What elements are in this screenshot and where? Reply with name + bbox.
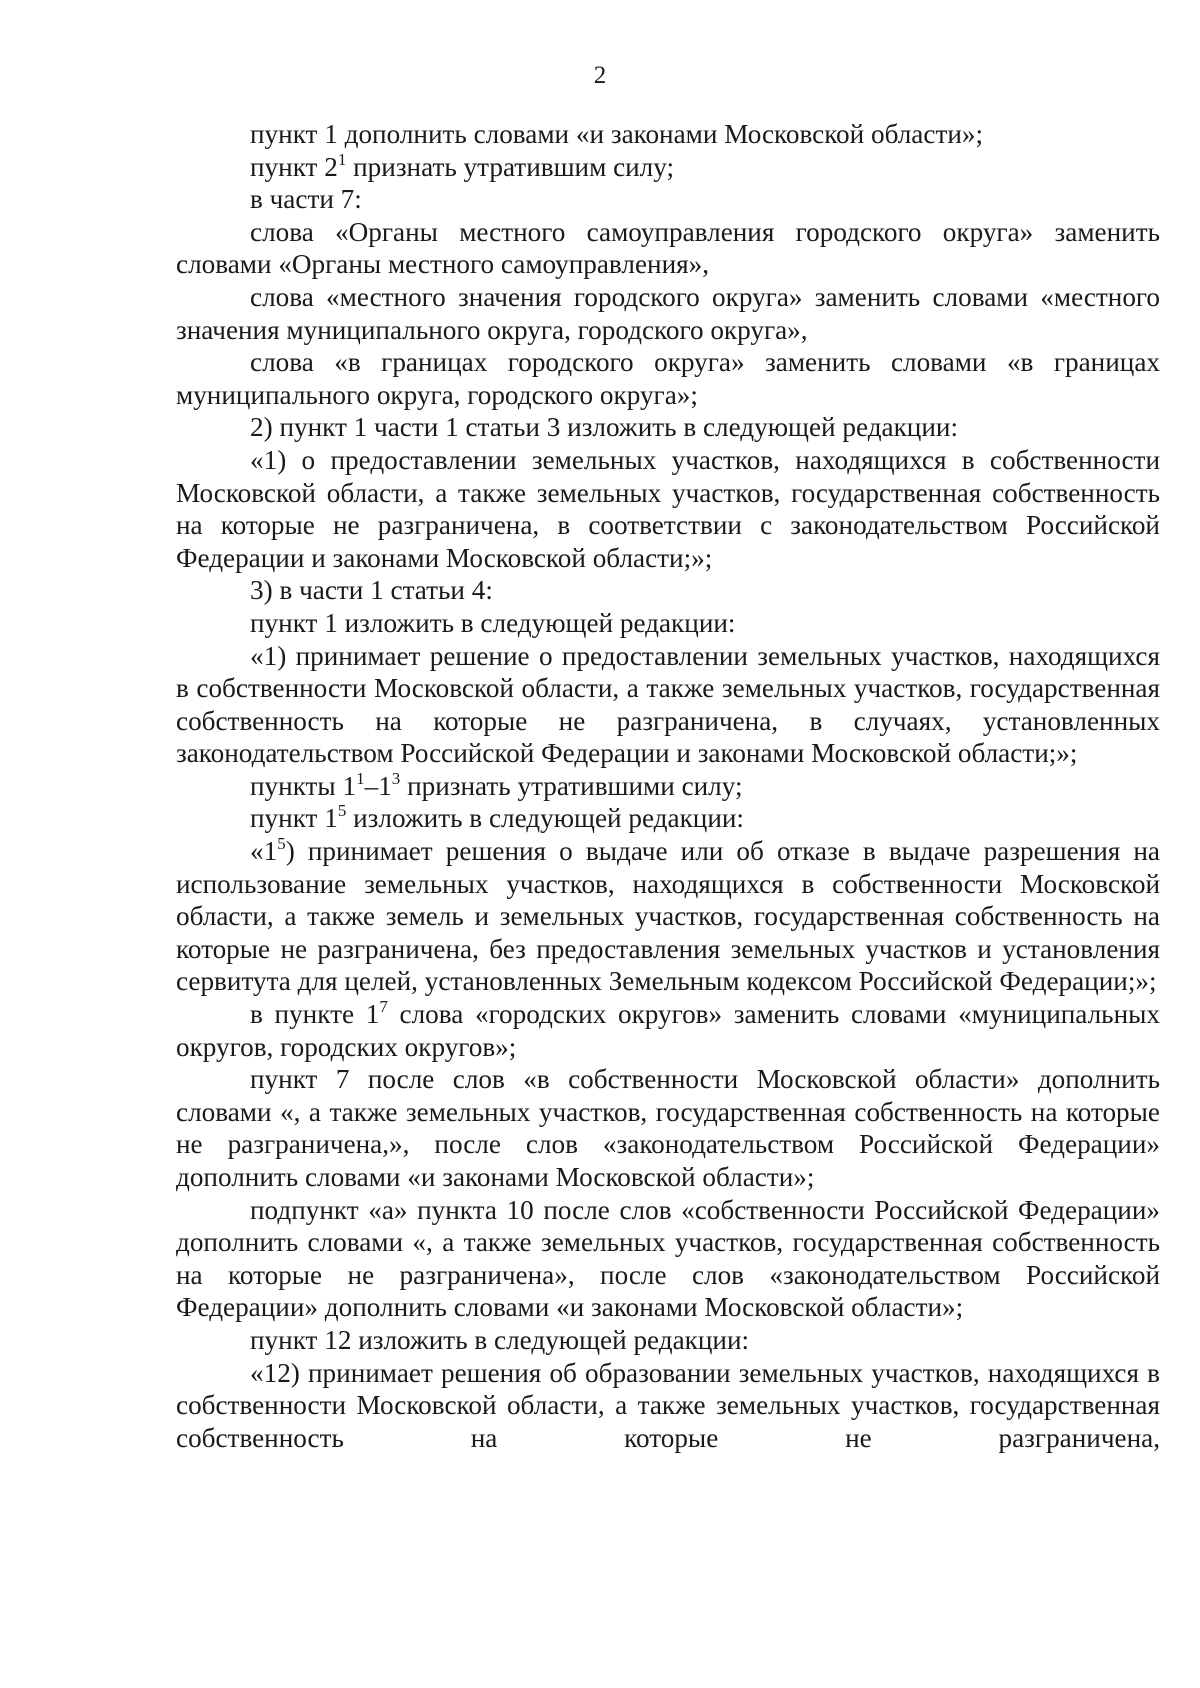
paragraph [176,770,1160,803]
paragraph-text: пункт 7 после слов «в собственности Московской области» дополнить словами «, а также земельных участков, государственная собственность на которые не разграничена,», после слов «законодательством Российской Федерации» дополнить словами «и законами Московской области»; [176,1064,1160,1192]
paragraph-text: «1) о предоставлении земельных участков, находящихся в собственности Московской области, а также земельных участков, государственная собственность на которые не разграничена, в соответствии с законодательством Российской Федерации и законами Московской области;»; [176,444,1160,573]
paragraph [176,835,1160,998]
paragraph-text: пункт 1 изложить в следующей редакции: [250,607,736,638]
superscript: 7 [379,997,388,1017]
paragraph [176,574,1160,607]
paragraph [176,411,1160,444]
paragraph-text: признать утратившим силу; [346,151,675,182]
paragraph-text: –1 [364,770,392,801]
paragraph-text: пункт 12 изложить в следующей редакции: [250,1324,750,1355]
page-number: 2 [593,62,607,89]
paragraph [176,607,1160,640]
paragraph-text: слова «Органы местного самоуправления городского округа» заменить словами «Органы местного самоуправления», [176,216,1160,280]
paragraph-text: в части 7: [250,184,362,215]
paragraph [176,444,1160,574]
superscript: 5 [337,801,347,821]
superscript: 1 [356,768,365,788]
paragraph-text: «1) принимает решение о предоставлении земельных участков, находящихся в собственности Московской области, а также земельных участков, государственная собственность на которые не разграничена, в случаях, установленных законодательством Российской Федерации и законами Московской области;»; [176,640,1160,769]
paragraph-text: подпункт «а» пункта 10 после слов «собственности Российской Федерации» дополнить словами «, а также земельных участков, государственная собственность на которые не разграничена», после слов «законодательством Российской Федерации» дополнить словами «и законами Московской области»; [176,1194,1160,1323]
paragraph-text: пункт 2 [250,151,338,182]
paragraph-text: ) принимает решения о выдаче или об отказе в выдаче разрешения на использование земельных участков, находящихся в собственности Московской области, а также земель и земельных участков, государственная собственность на которые не разграничена, без предоставления земельных участков и установления сервитута для целей, установленных Земельным кодексом Российской Федерации;»; [176,836,1160,997]
paragraph [176,640,1160,770]
paragraph-text: изложить в следующей редакции: [346,803,744,834]
paragraph [176,998,1160,1063]
paragraph-text: «12) принимает решения об образовании земельных участков, находящихся в собственности Московской области, а также земельных участков, государственная собственность на которые не разграничена, [176,1357,1160,1453]
paragraph [176,1194,1160,1324]
paragraph-text: слова «местного значения городского округа» заменить словами «местного значения муниципального округа, городского округа», [176,281,1160,345]
paragraph [176,346,1160,411]
paragraph-text: «1 [250,836,278,867]
paragraph [176,216,1160,281]
paragraph [176,802,1160,835]
superscript: 5 [277,834,286,854]
paragraph-text: 2) пункт 1 части 1 статьи 3 изложить в следующей редакции: [250,412,959,443]
paragraph [176,1063,1160,1193]
paragraph-text: слова «городских округов» заменить словами «муниципальных округов, городских округов»; [176,999,1160,1062]
paragraph [176,1324,1160,1357]
paragraph [176,1357,1160,1455]
paragraph-text: 3) в части 1 статьи 4: [250,575,493,606]
paragraph-text: слова «в границах городского округа» заменить словами «в границах муниципального округа, городского округа»; [176,347,1160,410]
paragraph-text: пункты 1 [250,770,357,801]
superscript: 1 [337,149,347,169]
document-body [176,118,1160,1454]
paragraph [176,118,1160,151]
paragraph-text: признать утратившими силу; [400,770,743,801]
paragraph [176,151,1160,184]
paragraph-text: в пункте 1 [250,999,380,1030]
paragraph-text: пункт 1 дополнить словами «и законами Московской области»; [250,119,984,149]
paragraph [176,281,1160,346]
paragraph-text: пункт 1 [250,803,338,834]
paragraph [176,183,1160,216]
superscript: 3 [391,768,401,788]
